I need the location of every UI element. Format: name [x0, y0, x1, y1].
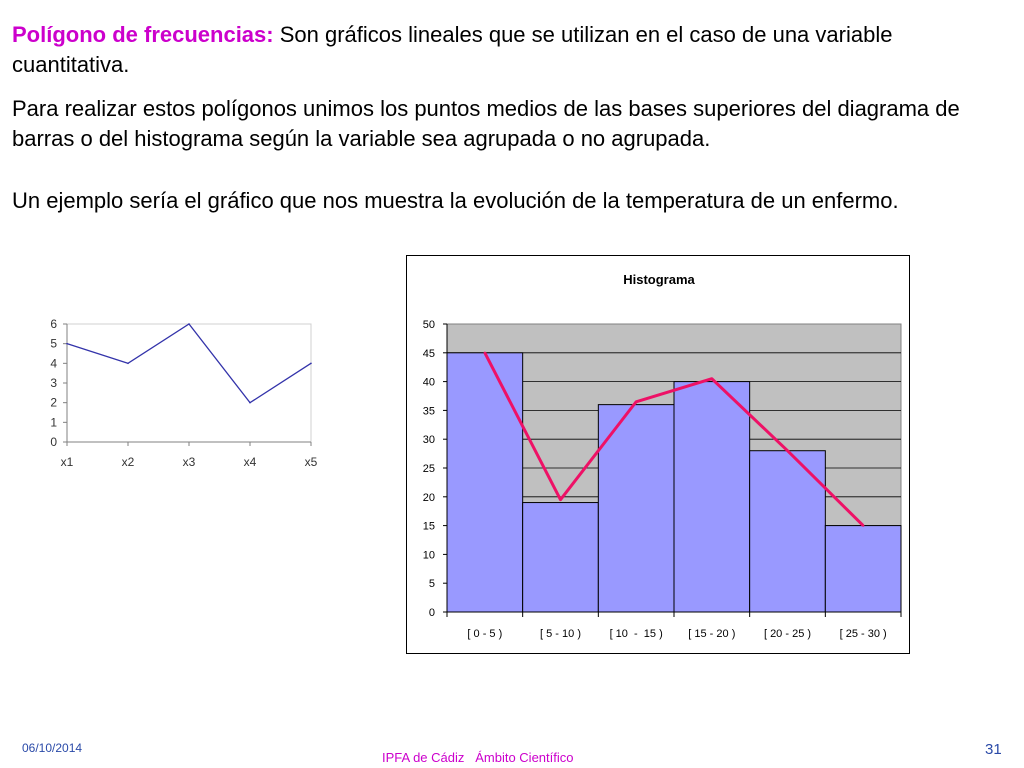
data-point: [310, 363, 312, 365]
data-point: [188, 323, 190, 325]
x-tick-label: x2: [121, 455, 135, 469]
polygon-point: [862, 524, 864, 526]
data-point: [127, 363, 129, 365]
histogram-bar: [523, 503, 599, 612]
y-tick-label: 35: [422, 405, 435, 418]
x-tick-label: x1: [60, 455, 74, 469]
data-point: [249, 402, 251, 404]
chart-title: Histograma: [623, 272, 695, 287]
polygon-point: [711, 378, 713, 380]
y-tick-label: 5: [428, 578, 435, 591]
plot-area: [67, 324, 311, 442]
explanation-paragraph: Para realizar estos polígonos unimos los puntos medios de las bases superiores del diagrama de barras o del histograma según la variable sea agrupada o no agrupada.: [12, 96, 960, 151]
y-tick-label: 10: [422, 549, 435, 562]
y-tick-label: 2: [50, 395, 57, 410]
series-line: [67, 324, 311, 403]
histogram-chart: [406, 255, 910, 654]
footer-date: 06/10/2014: [22, 741, 83, 755]
slide-title: Polígono de frecuencias:: [12, 22, 274, 47]
footer-center-text: IPFA de Cádiz Ámbito Científico: [382, 750, 574, 765]
y-tick-label: 0: [50, 435, 57, 449]
x-tick-label: x5: [304, 455, 318, 469]
x-tick-label: x3: [182, 455, 196, 469]
y-tick-label: 40: [422, 376, 435, 389]
y-tick-label: 0: [428, 607, 435, 619]
y-tick-label: 3: [50, 376, 57, 390]
y-tick-label: 15: [422, 520, 435, 533]
x-tick-label: x4: [243, 455, 257, 469]
y-tick-label: 45: [422, 347, 435, 360]
histogram-bar: [825, 526, 901, 612]
y-tick-label: 20: [422, 491, 435, 504]
y-tick-label: 30: [422, 434, 435, 447]
example-paragraph: Un ejemplo sería el gráfico que nos muestra la evolución de la temperatura de un enfermo.: [12, 188, 899, 213]
x-tick-label: [ 20 - 25 ): [763, 628, 812, 640]
small-line-chart-svg: [40, 314, 330, 474]
title-description: Son gráficos lineales que se utilizan en el caso de una variable cuantitativa.: [12, 22, 893, 77]
title-paragraph: [12, 20, 1012, 80]
histogram-chart-svg: [407, 256, 909, 653]
polygon-point: [484, 352, 486, 354]
x-tick-label: [ 5 - 10 ): [540, 628, 581, 640]
histogram-bar: [674, 382, 750, 612]
histogram-bar: [447, 353, 523, 612]
polygon-point: [786, 450, 788, 452]
y-tick-label: 5: [50, 336, 57, 351]
y-tick-label: 6: [50, 317, 57, 331]
x-tick-label: [ 0 - 5 ): [467, 628, 503, 640]
small-line-chart: [40, 314, 330, 479]
y-tick-label: 4: [50, 356, 57, 371]
y-tick-label: 50: [422, 319, 435, 331]
page-number: 31: [985, 741, 1002, 758]
data-point: [66, 343, 68, 345]
y-tick-label: 25: [422, 463, 435, 475]
polygon-point: [559, 498, 561, 500]
x-tick-label: [ 15 - 20 ): [688, 628, 736, 640]
polygon-point: [635, 401, 637, 403]
x-tick-label: [ 25 - 30 ): [839, 628, 887, 640]
y-tick-label: 1: [50, 415, 57, 430]
x-tick-label: [ 10 - 15 ): [609, 628, 663, 640]
